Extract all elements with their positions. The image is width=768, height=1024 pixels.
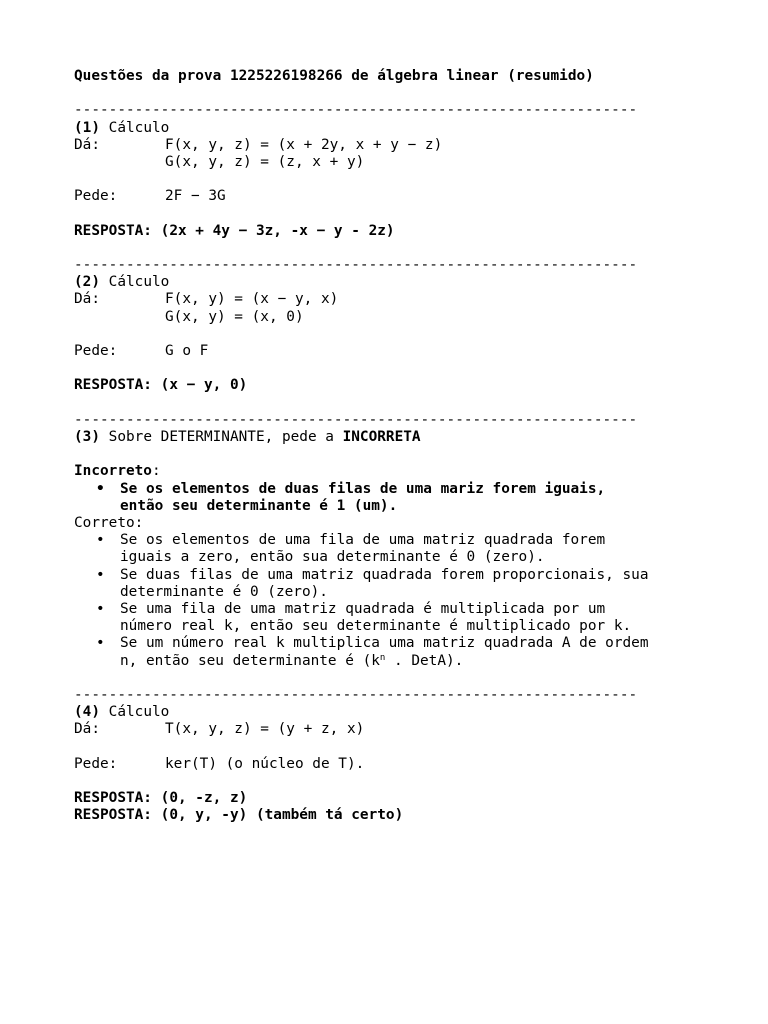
- bullet-icon: •: [96, 532, 105, 549]
- q3-correto-item: Se os elementos de uma fila de uma matriz quadrada forem iguais a zero, então sua determinante é 0 (zero).: [120, 532, 606, 566]
- q4-resposta-value-2: (0, y, -y) (também tá certo): [160, 807, 404, 824]
- document-title: Questões da prova 1225226198266 de álgebra linear (resumido): [74, 68, 594, 84]
- bullet-icon: •: [96, 600, 105, 617]
- q4-number: (4): [74, 704, 100, 721]
- q3-correto-item-post: . DetA).: [385, 652, 464, 669]
- q1-type: Cálculo: [108, 119, 170, 136]
- q1-header: [74, 120, 694, 137]
- q3-number: (3): [74, 428, 100, 445]
- q4-header: [74, 704, 694, 721]
- q4-pede: [74, 756, 694, 773]
- q2-pede-value: G o F: [165, 343, 209, 359]
- separator-line: -----------------------------------------------------------------: [74, 257, 638, 274]
- q3-incorreto-list: [74, 481, 694, 515]
- bullet-icon: •: [96, 480, 105, 497]
- q1-pede-label: Pede:: [74, 188, 118, 205]
- q1-resposta: [74, 223, 694, 240]
- q2-da-value-2: G(x, y) = (x, 0): [165, 308, 304, 325]
- bullet-icon: •: [96, 566, 105, 583]
- q2-header: [74, 274, 694, 291]
- q4-pede-value: ker(T) (o núcleo de T).: [165, 755, 365, 772]
- q4-resposta-1: [74, 790, 694, 807]
- q1-resposta-label: RESPOSTA:: [74, 222, 152, 239]
- q4-resposta-label: RESPOSTA:: [74, 790, 152, 807]
- q1-pede-value: 2F − 3G: [165, 188, 226, 205]
- q1-da-2: [74, 154, 694, 171]
- q1-number: (1): [74, 119, 100, 136]
- list-item: [74, 532, 694, 566]
- q2-number: (2): [74, 274, 100, 291]
- q3-correto-list: [74, 532, 694, 670]
- q3-intro-bold: INCORRETA: [342, 428, 421, 445]
- q3-correto-item-pre: Se um número real k multiplica uma matriz quadrada A de ordem n, então seu determinante é (k: [120, 635, 649, 669]
- list-item: [74, 601, 694, 635]
- separator-line: -----------------------------------------------------------------: [74, 686, 638, 703]
- q3-incorreto-heading: [74, 463, 694, 480]
- q2-type: Cálculo: [108, 274, 170, 291]
- q2-resposta-value: (x − y, 0): [160, 377, 248, 394]
- document-page: [74, 68, 694, 824]
- q4-resposta-label: RESPOSTA:: [74, 807, 152, 824]
- q4-resposta-2: [74, 807, 694, 824]
- q1-pede: [74, 188, 694, 205]
- q1-resposta-value: (2x + 4y − 3z, -x − y - 2z): [160, 222, 395, 239]
- q3-exponent: n: [379, 652, 386, 663]
- separator-line: -----------------------------------------------------------------: [74, 411, 638, 428]
- bullet-icon: •: [96, 635, 105, 652]
- q4-type: Cálculo: [108, 704, 170, 721]
- q3-incorreto-label: Incorreto: [74, 463, 152, 480]
- list-item: [74, 635, 694, 669]
- q3-incorreto-colon: :: [151, 463, 161, 480]
- q3-intro: Sobre DETERMINANTE, pede a: [108, 428, 334, 445]
- separator-line: -----------------------------------------------------------------: [74, 102, 638, 119]
- q3-header: [74, 429, 694, 446]
- q2-da-1: [74, 291, 694, 308]
- q4-da-label: Dá:: [74, 721, 100, 738]
- q1-da-1: [74, 137, 694, 154]
- list-item: [74, 567, 694, 601]
- q2-resposta: [74, 377, 694, 394]
- q4-resposta-value-1: (0, -z, z): [160, 790, 248, 807]
- q1-da-value-2: G(x, y, z) = (z, x + y): [165, 153, 365, 170]
- q3-correto-item: Se duas filas de uma matriz quadrada forem proporcionais, sua determinante é 0 (zero).: [120, 566, 649, 600]
- q3-correto-label: Correto:: [74, 514, 144, 531]
- q1-da-label: Dá:: [74, 136, 100, 153]
- q2-da-label: Dá:: [74, 291, 100, 308]
- list-item: [74, 481, 694, 515]
- q1-da-value-1: F(x, y, z) = (x + 2y, x + y − z): [165, 136, 443, 153]
- q3-correto-item: Se uma fila de uma matriz quadrada é multiplicada por um número real k, então seu determinante é multiplicado por k.: [120, 600, 632, 635]
- q2-pede-label: Pede:: [74, 343, 118, 359]
- q2-da-value-1: F(x, y) = (x − y, x): [165, 291, 339, 308]
- q2-resposta-label: RESPOSTA:: [74, 377, 152, 394]
- q4-pede-label: Pede:: [74, 755, 118, 772]
- q2-da-2: [74, 309, 694, 326]
- q3-incorreto-item: Se os elementos de duas filas de uma mariz forem iguais, então seu determinante é 1 (um).: [120, 480, 606, 514]
- q2-pede: [74, 343, 694, 360]
- q4-da-1: [74, 721, 694, 738]
- q4-da-value-1: T(x, y, z) = (y + z, x): [165, 721, 365, 738]
